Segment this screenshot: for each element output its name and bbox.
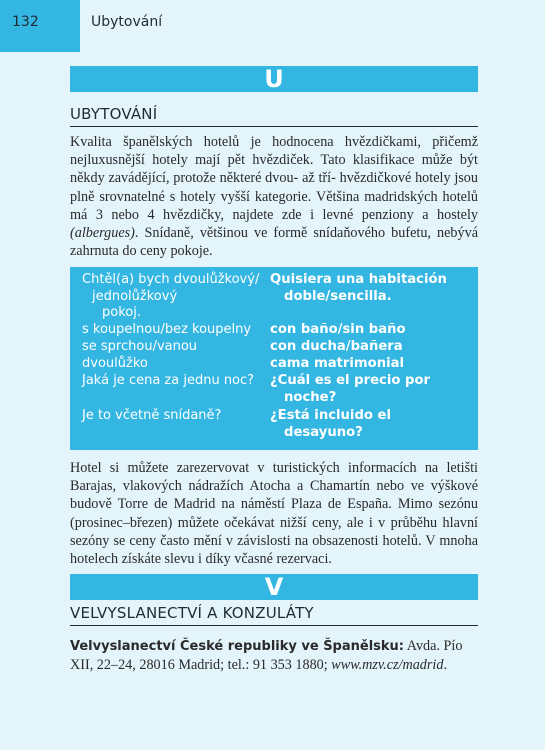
embassy-address: Avda. Pío XII, 22–24, 28016 Madrid; tel.: 91 353 1880; <box>70 638 463 673</box>
phrase-spanish <box>270 272 470 305</box>
phrase-spanish: con ducha/bañera <box>270 339 403 354</box>
phrase-czech-line: Chtěl(a) bych dvoulůžkový/ <box>82 272 260 287</box>
phrase-spanish <box>270 373 470 406</box>
paragraph-reservation: Hotel si můžete zarezervovat v turistických informacích na letišti Barajas, vlakových nádražích Atocha a Chamartín nebo ve výškové budově Torre de Madrid na náměstí Plaza de España. Mimo sezónu (prosinec–březen) můžete očekávat nižší ceny, ale i v průběhu hlavní sezóny se ceny často mění v závislosti na obsazenosti hotelů. V mnoha hotelech získáte slevu i díky včasné rezervaci. <box>70 460 478 568</box>
section-letter-bar-v: V <box>70 574 478 600</box>
phrase-czech <box>82 272 272 322</box>
phrase-spanish: con baño/sin baño <box>270 322 406 337</box>
phrase-spanish <box>270 408 470 441</box>
phrase-czech: Je to včetně snídaně? <box>82 408 222 423</box>
embassy-entry <box>70 637 478 675</box>
running-title: Ubytování <box>91 14 163 30</box>
section-letter-bar-u: U <box>70 66 478 92</box>
embassy-end: . <box>443 657 448 673</box>
phrase-spanish-line: doble/sencilla. <box>284 288 392 304</box>
embassy-website-link[interactable]: www.mzv.cz/madrid <box>331 657 444 673</box>
phrase-spanish: cama matrimonial <box>270 356 405 371</box>
phrase-spanish-line: ¿Está incluido el <box>270 408 392 423</box>
phrase-czech: s koupelnou/bez koupelny <box>82 322 252 337</box>
phrase-czech: dvoulůžko <box>82 356 148 371</box>
paragraph-intro <box>70 133 478 260</box>
page-number: 132 <box>12 14 39 30</box>
section-heading-ubytovani: UBYTOVÁNÍ <box>70 105 478 127</box>
phrase-spanish-line: desayuno? <box>284 424 363 440</box>
phrase-spanish-line: ¿Cuál es el precio por <box>270 373 431 388</box>
phrase-spanish-line: noche? <box>284 389 337 405</box>
phrase-spanish-line: Quisiera una habitación <box>270 272 447 287</box>
phrase-czech: Jaká je cena za jednu noc? <box>82 373 255 388</box>
section-heading-velvyslanectvi: VELVYSLANECTVÍ A KONZULÁTY <box>70 604 478 626</box>
paragraph-intro-text: Kvalita španělských hotelů je hodnocena hvězdičkami, přičemž nejluxusnější hotely mají pět hvězdiček. Tato klasifikace může být někdy zavádějící, protože některé dvou- až tří- hvězdičkové hotely jsou plně srovnatelné s hotely vyšší kategorie. Většina madridských hotelů má 3 nebo 4 hvězdičky, najdete zde i levné penziony a hostely <box>70 134 478 223</box>
phrasebook-box <box>70 267 478 450</box>
phrase-czech-line: pokoj. <box>102 305 141 320</box>
phrase-czech: se sprchou/vanou <box>82 339 198 354</box>
phrase-czech-line: jednolůžkový <box>92 288 178 304</box>
embassy-label: Velvyslanectví České republiky ve Španělsku: <box>70 639 404 654</box>
paragraph-intro-italic: (albergues) <box>70 225 135 242</box>
paragraph-intro-text-end: . Snídaně, většinou ve formě snídaňového bufetu, nebývá zahrnuta do ceny pokoje. <box>70 225 478 260</box>
